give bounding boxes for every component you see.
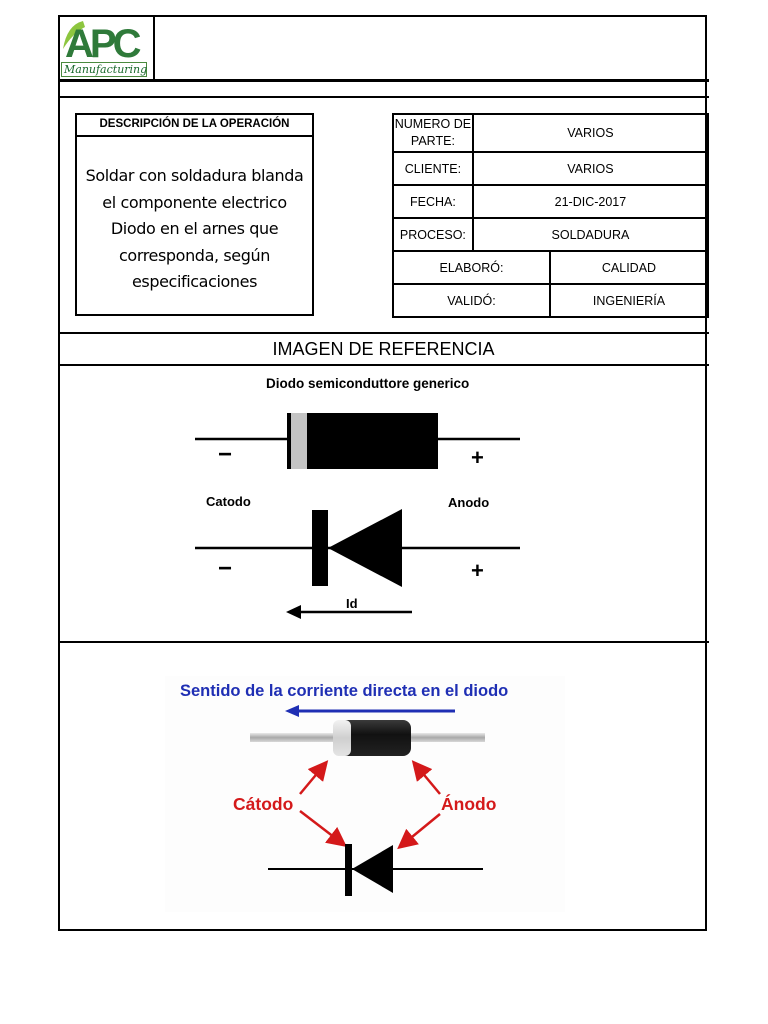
validated-by-value: INGENIERÍA — [550, 284, 708, 317]
diode-body — [287, 413, 438, 469]
diode-diagram — [60, 366, 707, 640]
minus-sign-bottom: − — [218, 555, 233, 582]
table-row — [393, 218, 708, 251]
plus-sign-bottom: + — [471, 558, 484, 583]
diode-photo-band — [333, 720, 351, 756]
illustration-title: Sentido de la corriente directa en el diodo — [180, 682, 509, 700]
apc-logo-mark — [61, 19, 148, 63]
diode-current-illustration — [165, 676, 565, 912]
operation-description-box — [75, 113, 314, 316]
part-number-value: VARIOS — [473, 114, 708, 152]
plus-sign-top: + — [471, 445, 484, 470]
client-value: VARIOS — [473, 152, 708, 185]
operation-description-text: Soldar con soldadura blanda el componente electrico Diodo en el arnes que corresponda, según especificaciones — [85, 166, 304, 291]
photo-anode-label: Ánodo — [441, 794, 497, 814]
subheader-divider — [58, 96, 709, 98]
process-value: SOLDADURA — [473, 218, 708, 251]
process-label: PROCESO: — [393, 218, 473, 251]
date-value: 21-DIC-2017 — [473, 185, 708, 218]
cathode-arrow-down — [300, 811, 343, 844]
current-label: Id — [346, 596, 358, 611]
table-row — [393, 284, 708, 317]
anode-arrow-down — [401, 814, 440, 846]
cathode-arrow-up — [300, 764, 325, 794]
diagram-title: Diodo semiconduttore generico — [266, 376, 470, 391]
blue-arrow-head — [285, 705, 299, 717]
prepared-by-label: ELABORÓ: — [393, 251, 550, 284]
validated-by-label: VALIDÓ: — [393, 284, 550, 317]
reference-image-title: IMAGEN DE REFERENCIA — [272, 339, 495, 359]
logo-tagline: Manufacturing — [61, 62, 147, 77]
illustration-cathode-bar — [345, 844, 352, 896]
part-number-label: NUMERO DE PARTE: — [393, 114, 473, 152]
logo-cell — [58, 15, 155, 81]
diode-cathode-band — [291, 413, 307, 469]
minus-sign-top: − — [218, 441, 233, 468]
prepared-by-value: CALIDAD — [550, 251, 708, 284]
header-divider — [58, 79, 709, 82]
anode-arrow-up — [415, 764, 440, 794]
operation-description-title: DESCRIPCIÓN DE LA OPERACIÓN — [77, 115, 312, 137]
table-row — [393, 114, 708, 152]
illustration-diode-triangle — [352, 845, 393, 893]
cathode-label: Catodo — [206, 494, 251, 509]
logo-text: APC — [65, 22, 138, 63]
photo-cathode-label: Cátodo — [233, 794, 294, 814]
schematic-diode-triangle — [328, 509, 402, 587]
table-row — [393, 251, 708, 284]
diagram-divider — [58, 641, 709, 643]
table-row — [393, 185, 708, 218]
info-table — [392, 113, 709, 318]
client-label: CLIENTE: — [393, 152, 473, 185]
anode-label: Anodo — [448, 495, 490, 510]
company-logo — [61, 19, 148, 75]
schematic-cathode-bar — [312, 510, 328, 586]
current-arrow-head — [286, 605, 301, 619]
table-row — [393, 152, 708, 185]
date-label: FECHA: — [393, 185, 473, 218]
